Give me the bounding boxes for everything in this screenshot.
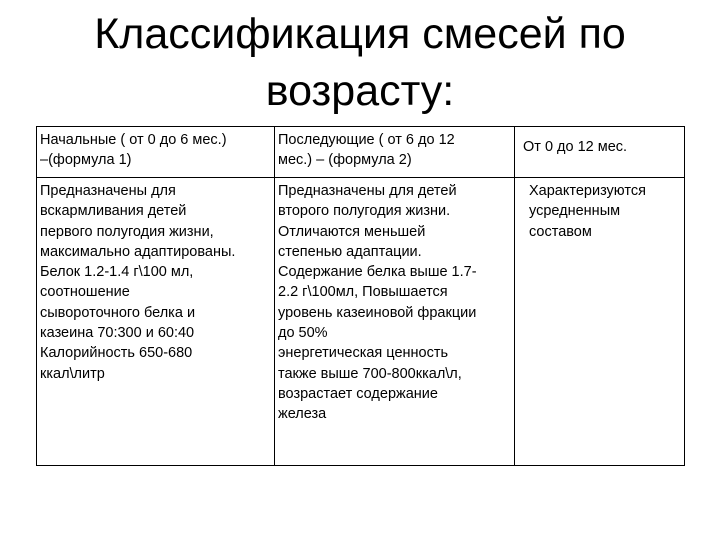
cell-line: усредненным — [529, 203, 621, 220]
cell-line: мес.) – (формула 2) — [278, 152, 412, 169]
cell-line: Последующие ( от 6 до 12 — [278, 132, 455, 148]
header-cell-initial — [37, 127, 275, 178]
body-cell-universal — [515, 178, 685, 466]
body-cell-initial — [37, 178, 275, 466]
cell-line: также выше 700-800ккал\л, — [278, 365, 462, 382]
cell-line: Отличаются меньшей — [278, 223, 426, 240]
cell-line: энергетическая ценность — [278, 345, 449, 362]
cell-line: максимально адаптированы. — [40, 243, 236, 260]
header-cell-followup — [275, 127, 515, 178]
cell-line: Белок 1.2-1.4 г\100 мл, — [40, 264, 194, 281]
cell-line: казеина 70:300 и 60:40 — [40, 325, 195, 342]
cell-line: степенью адаптации. — [278, 243, 422, 260]
body-cell-followup — [275, 178, 515, 466]
cell-line: до 50% — [278, 325, 328, 342]
cell-line: вскармливания детей — [40, 203, 187, 220]
slide-title — [60, 6, 660, 120]
cell-line: первого полугодия жизни, — [40, 223, 214, 240]
cell-line: Содержание белка выше 1.7- — [278, 264, 477, 281]
table-body-row — [37, 178, 685, 466]
cell-line: второго полугодия жизни. — [278, 203, 451, 220]
cell-line: Начальные ( от 0 до 6 мес.) — [40, 132, 227, 148]
table-header-row — [37, 127, 685, 178]
cell-line: ккал\литр — [40, 365, 105, 382]
header-cell-universal — [515, 127, 685, 178]
cell-line: сывороточного белка и — [40, 304, 196, 321]
slide-title-line-1: Классификация смесей по — [94, 10, 626, 58]
cell-line: От 0 до 12 мес. — [523, 139, 628, 155]
cell-line: железа — [278, 406, 327, 423]
cell-line: уровень казеиновой фракции — [278, 304, 477, 321]
classification-table — [36, 126, 685, 466]
slide-title-line-2: возрасту: — [265, 67, 455, 115]
cell-line: 2.2 г\100мл, Повышается — [278, 284, 448, 301]
cell-line: –(формула 1) — [40, 152, 132, 169]
cell-line: возрастает содержание — [278, 385, 438, 402]
cell-line: Предназначены для — [40, 183, 176, 199]
cell-line: Калорийность 650-680 — [40, 345, 193, 362]
cell-line: Предназначены для детей — [278, 183, 457, 199]
cell-line: Характеризуются — [529, 183, 646, 199]
cell-line: соотношение — [40, 284, 130, 301]
cell-line: составом — [529, 223, 592, 240]
